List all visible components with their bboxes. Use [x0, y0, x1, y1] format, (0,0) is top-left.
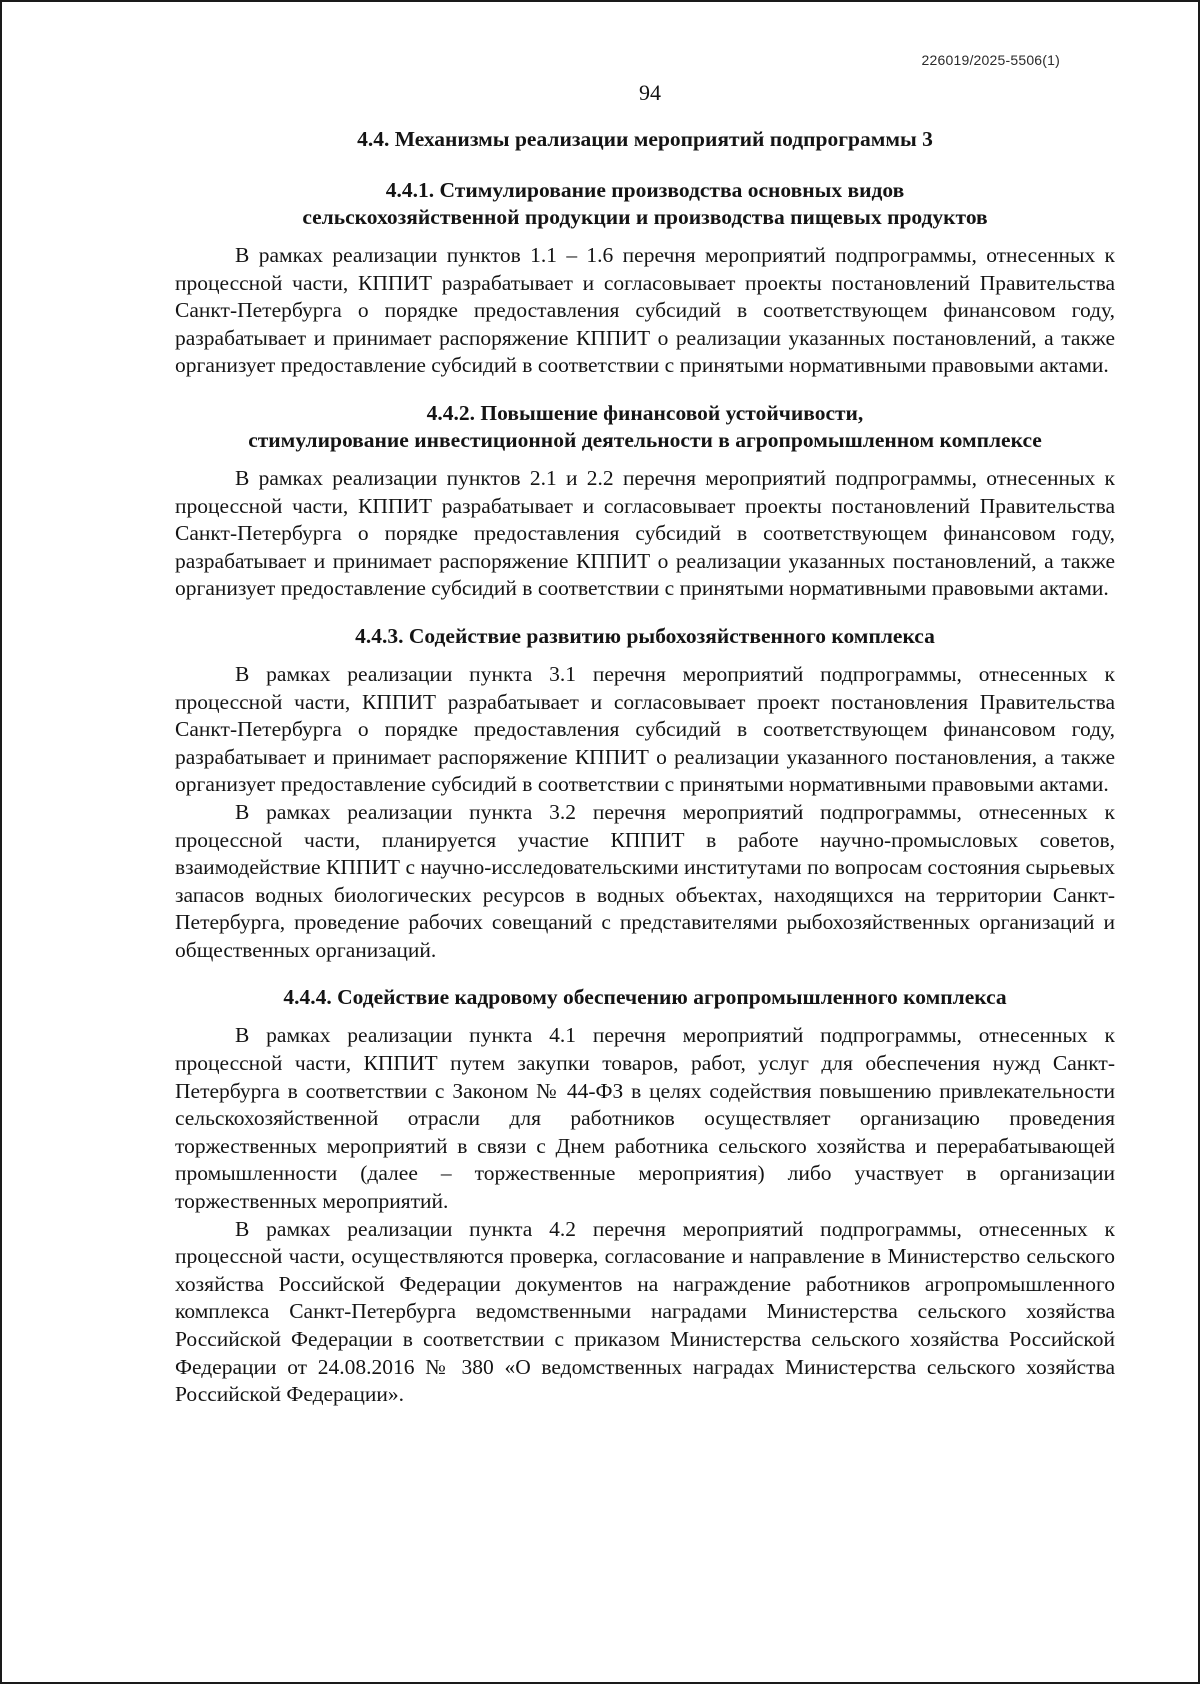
- document-body: [175, 126, 1115, 1429]
- section-heading-line: 4.4.2. Повышение финансовой устойчивости,: [426, 400, 864, 425]
- paragraph: В рамках реализации пункта 4.2 перечня мероприятий подпрограммы, отнесенных к процессной части, осуществляются проверка, согласование и направление в Министерство сельского хозяйства Российской Федерации документов на награждение работников агропромышленного комплекса Санкт-Петербурга ведомственными наградами Министерства сельского хозяйства Российской Федерации в соответствии с приказом Министерства сельского хозяйства Российской Федерации от 24.08.2016 № 380 «О ведомственных наградах Министерства сельского хозяйства Российской Федерации».: [175, 1216, 1115, 1407]
- paragraph: В рамках реализации пункта 4.1 перечня мероприятий подпрограммы, отнесенных к процессной части, КППИТ путем закупки товаров, работ, услуг для обеспечения нужд Санкт-Петербурга в соответствии с Законом № 44-ФЗ в целях содействия повышению привлекательности сельскохозяйственной отрасли для работников осуществляет организацию проведения торжественных мероприятий в связи с Днем работника сельского хозяйства и перерабатывающей промышленности (далее – торжественные мероприятия) либо участвует в организации торжественных мероприятий.: [175, 1023, 1115, 1214]
- section-heading-line: 4.4.4. Содействие кадровому обеспечению агропромышленного комплекса: [283, 985, 1007, 1010]
- document-id: 226019/2025-5506(1): [921, 52, 1060, 68]
- paragraph: В рамках реализации пункта 3.2 перечня мероприятий подпрограммы, отнесенных к процессной части, планируется участие КППИТ в работе научно-промысловых советов, взаимодействие КППИТ с научно-исследовательскими институтами по вопросам состояния сырьевых запасов водных биологических ресурсов в водных объектах, находящихся на территории Санкт-Петербурга, проведение рабочих совещаний с представителями рыбохозяйственных организаций и общественных организаций.: [175, 799, 1115, 962]
- section-heading-line: сельскохозяйственной продукции и производства пищевых продуктов: [302, 205, 988, 229]
- section-4-4-1: [175, 177, 1115, 380]
- page-number: 94: [639, 80, 661, 105]
- section-4-4-2: [175, 400, 1115, 603]
- section-heading: [175, 623, 1115, 650]
- section-4-4-4: [175, 984, 1115, 1408]
- section-heading: [175, 177, 1115, 231]
- paragraph: В рамках реализации пунктов 1.1 – 1.6 перечня мероприятий подпрограммы, отнесенных к процессной части, КППИТ разрабатывает и согласовывает проекты постановлений Правительства Санкт-Петербурга о порядке предоставления субсидий в соответствующем финансовом году, разрабатывает и принимает распоряжение КППИТ о реализации указанных постановлений, а также организует предоставление субсидий в соответствии с принятыми нормативными правовыми актами.: [175, 243, 1115, 378]
- section-heading: [175, 984, 1115, 1011]
- paragraph: В рамках реализации пункта 3.1 перечня мероприятий подпрограммы, отнесенных к процессной части, КППИТ разрабатывает и согласовывает проект постановления Правительства Санкт-Петербурга о порядке предоставления субсидий в соответствующем финансовом году, разрабатывает и принимает распоряжение КППИТ о реализации указанного постановления, а также организует предоставление субсидий в соответствии с принятыми нормативными правовыми актами.: [175, 661, 1115, 797]
- section-4-4-3: [175, 623, 1115, 965]
- section-heading: [175, 400, 1115, 454]
- section-heading-line: стимулирование инвестиционной деятельности в агропромышленном комплексе: [248, 427, 1042, 452]
- section-heading-line: 4.4.3. Содействие развитию рыбохозяйственного комплекса: [355, 623, 935, 648]
- section-heading-line: 4.4.1. Стимулирование производства основных видов: [385, 178, 905, 202]
- main-heading: 4.4. Механизмы реализации мероприятий подпрограммы 3: [357, 127, 933, 151]
- paragraph: В рамках реализации пунктов 2.1 и 2.2 перечня мероприятий подпрограммы, отнесенных к процессной части, КППИТ разрабатывает и согласовывает проекты постановлений Правительства Санкт-Петербурга о порядке предоставления субсидий в соответствующем финансовом году, разрабатывает и принимает распоряжение КППИТ о реализации указанных постановлений, а также организует предоставление субсидий в соответствии с принятыми нормативными правовыми актами.: [175, 465, 1115, 601]
